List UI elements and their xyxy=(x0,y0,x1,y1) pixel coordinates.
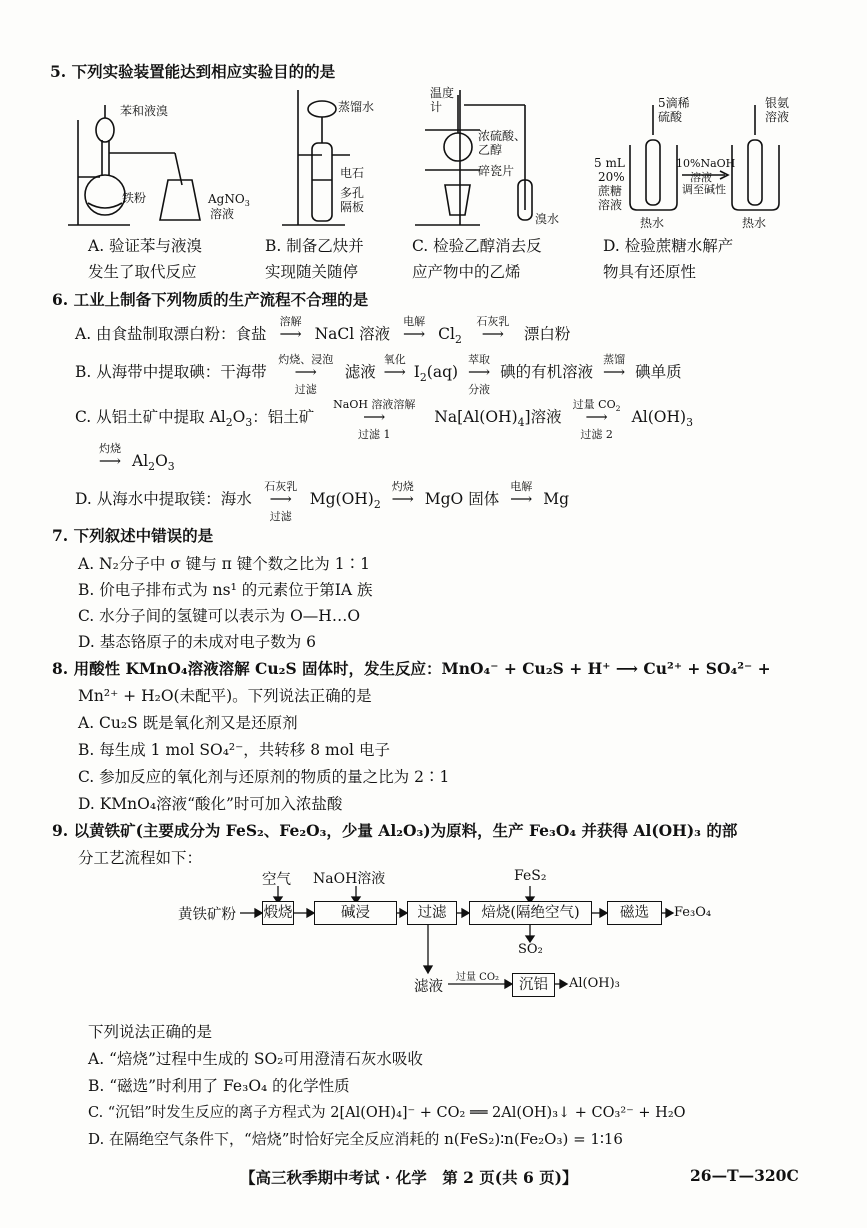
q6-option-a: A. 由食盐制取漂白粉：食盐 溶解 ⟶ NaCl 溶液 电解 ⟶ $Cl_2$ 石灰乳 ⟶ 漂白粉 xyxy=(75,315,571,347)
q9-option-d: D. 在隔绝空气条件下，“焙烧”时恰好完全反应消耗的 n(FeS₂)∶n(Fe₂O₃) = 1∶16 xyxy=(88,1130,623,1148)
label-d9: 10%NaOH xyxy=(676,157,736,170)
label-a2: 铁粉 xyxy=(122,191,147,205)
q5-option-c-line2: 应产物中的乙烯 xyxy=(412,263,521,281)
q5-stem: 5. 下列实验装置能达到相应实验目的的是 xyxy=(50,62,336,81)
flow-box-roast: 焙烧(隔绝空气) xyxy=(469,901,592,925)
q8-option-d: D. KMnO₄溶液“酸化”时可加入浓盐酸 xyxy=(78,795,343,813)
flow-box-magnetic-sep: 磁选 xyxy=(607,901,662,925)
label-a1: 苯和液溴 xyxy=(120,104,169,118)
label-d12: 热水 xyxy=(640,216,665,230)
footer-page-info: 【高三秋季期中考试 · 化学 第 2 页(共 6 页)】 xyxy=(240,1168,578,1187)
flow-co2: 过量 CO₂ xyxy=(456,972,500,983)
q5-option-a-line2: 发生了取代反应 xyxy=(88,263,197,281)
label-b4: 隔板 xyxy=(340,200,365,214)
q6-option-d: D. 从海水中提取镁：海水 石灰乳 ⟶ 过滤 $Mg(OH)_2$ 灼烧 ⟶ MgO 固体 电解 ⟶ Mg xyxy=(75,480,569,523)
q7-option-c: C. 水分子间的氢键可以表示为 O—H…O xyxy=(78,607,361,625)
flow-box-alkali-leach: 碱浸 xyxy=(314,901,397,925)
flow-out-fe3o4: Fe₃O₄ xyxy=(674,905,712,920)
q5-option-a-line1: A. 验证苯与液溴 xyxy=(88,237,203,255)
q5-option-b-line1: B. 制备乙炔并 xyxy=(265,237,364,255)
label-a4: 溶液 xyxy=(210,207,235,221)
flow-naoh: NaOH溶液 xyxy=(313,871,386,887)
label-d3: 银氨 xyxy=(765,96,790,110)
label-c1: 温度 xyxy=(430,86,455,100)
label-b3: 多孔 xyxy=(340,186,365,200)
label-d11: 调至碱性 xyxy=(682,183,726,196)
q5-option-c-line1: C. 检验乙醇消去反 xyxy=(412,237,542,255)
q8-stem-line2: Mn²⁺ + H₂O(未配平)。下列说法正确的是 xyxy=(78,687,372,705)
flow-box-filter: 过滤 xyxy=(407,901,457,925)
label-d5: 5 mL xyxy=(594,156,625,170)
label-d8: 溶液 xyxy=(598,198,623,212)
q9-stem-line2: 分工艺流程如下： xyxy=(78,849,203,867)
label-c4: 乙醇 xyxy=(478,143,503,157)
flow-air: 空气 xyxy=(262,872,291,888)
q9-stem-line1: 9. 以黄铁矿(主要成分为 FeS₂、Fe₂O₃，少量 Al₂O₃)为原料，生产 Fe₃O₄ 并获得 Al(OH)₃ 的部 xyxy=(52,821,738,840)
label-d13: 热水 xyxy=(742,216,767,230)
label-d10: 溶液 xyxy=(690,171,712,184)
flow-raw: 黄铁矿粉 xyxy=(178,907,236,923)
flow-filtrate: 滤液 xyxy=(414,979,443,995)
flow-box-calcine: 煅烧 xyxy=(262,901,294,925)
label-d1: 5滴稀 xyxy=(658,96,690,110)
q9-option-b: B. “磁选”时利用了 Fe₃O₄ 的化学性质 xyxy=(88,1077,350,1095)
label-d7: 蔗糖 xyxy=(598,184,623,198)
q6-option-c-cont: 灼烧 ⟶ $Al_2O_3$ xyxy=(98,442,175,474)
label-c5: 碎瓷片 xyxy=(478,164,515,178)
flow-out-aloh3: Al(OH)₃ xyxy=(569,976,620,991)
q5-option-b-line2: 实现随关随停 xyxy=(265,263,359,281)
q6-option-b: B. 从海带中提取碘：干海带 灼烧、浸泡 ⟶ 过滤 滤液 氧化 ⟶ $I_2(aq)$ 萃取 ⟶ 分液 碘的有机溶液 蒸馏 ⟶ 碘单质 xyxy=(75,353,682,396)
q5-option-d-line2: 物具有还原性 xyxy=(603,263,697,281)
label-b2: 电石 xyxy=(340,166,365,180)
label-b1: 蒸馏水 xyxy=(338,100,375,114)
label-d6: 20% xyxy=(598,170,625,184)
q7-stem: 7. 下列叙述中错误的是 xyxy=(52,526,214,545)
q9-option-c: C. “沉铝”时发生反应的离子方程式为 2[Al(OH)₄]⁻ + CO₂ ══ 2Al(OH)₃↓ + CO₃²⁻ + H₂O xyxy=(88,1105,686,1121)
flow-fes2: FeS₂ xyxy=(514,868,547,884)
q6-stem: 6. 工业上制备下列物质的生产流程不合理的是 xyxy=(52,290,369,309)
flow-box-precipitate-al: 沉铝 xyxy=(512,973,555,997)
q8-option-c: C. 参加反应的氧化剂与还原剂的物质的量之比为 2∶1 xyxy=(78,768,450,786)
q7-option-b: B. 价电子排布式为 ns¹ 的元素位于第ⅠA 族 xyxy=(78,581,373,599)
label-a3: AgNO$_3$ xyxy=(208,192,250,208)
footer-code: 26—T—320C xyxy=(690,1166,799,1185)
q6-option-c: C. 从铝土矿中提取 $Al_2O_3$：铝土矿 NaOH 溶液溶解 ⟶ 过滤 1 $Na[Al(OH)_4]$溶液 过量 $CO_2$ ⟶ 过滤 2 $Al(OH)_3$ xyxy=(75,398,693,441)
q9-option-a: A. “焙烧”过程中生成的 SO₂可用澄清石灰水吸收 xyxy=(88,1050,423,1068)
q7-option-d: D. 基态铬原子的未成对电子数为 6 xyxy=(78,633,317,651)
label-c6: 溴水 xyxy=(535,212,560,226)
q8-option-b: B. 每生成 1 mol SO₄²⁻，共转移 8 mol 电子 xyxy=(78,741,390,759)
q5-option-d-line1: D. 检验蔗糖水解产 xyxy=(603,237,734,255)
q9-lead: 下列说法正确的是 xyxy=(88,1023,213,1041)
q8-option-a: A. Cu₂S 既是氧化剂又是还原剂 xyxy=(78,714,298,732)
label-d4: 溶液 xyxy=(765,110,790,124)
flow-so2: SO₂ xyxy=(518,942,543,957)
label-c3: 浓硫酸、 xyxy=(478,129,527,143)
q7-option-a: A. N₂分子中 σ 键与 π 键个数之比为 1∶1 xyxy=(78,555,370,573)
q8-stem-line1: 8. 用酸性 KMnO₄溶液溶解 Cu₂S 固体时，发生反应：MnO₄⁻ + Cu₂S + H⁺ ⟶ Cu²⁺ + SO₄²⁻ + xyxy=(52,659,771,678)
label-c2: 计 xyxy=(430,100,443,114)
label-d2: 硫酸 xyxy=(658,110,683,124)
